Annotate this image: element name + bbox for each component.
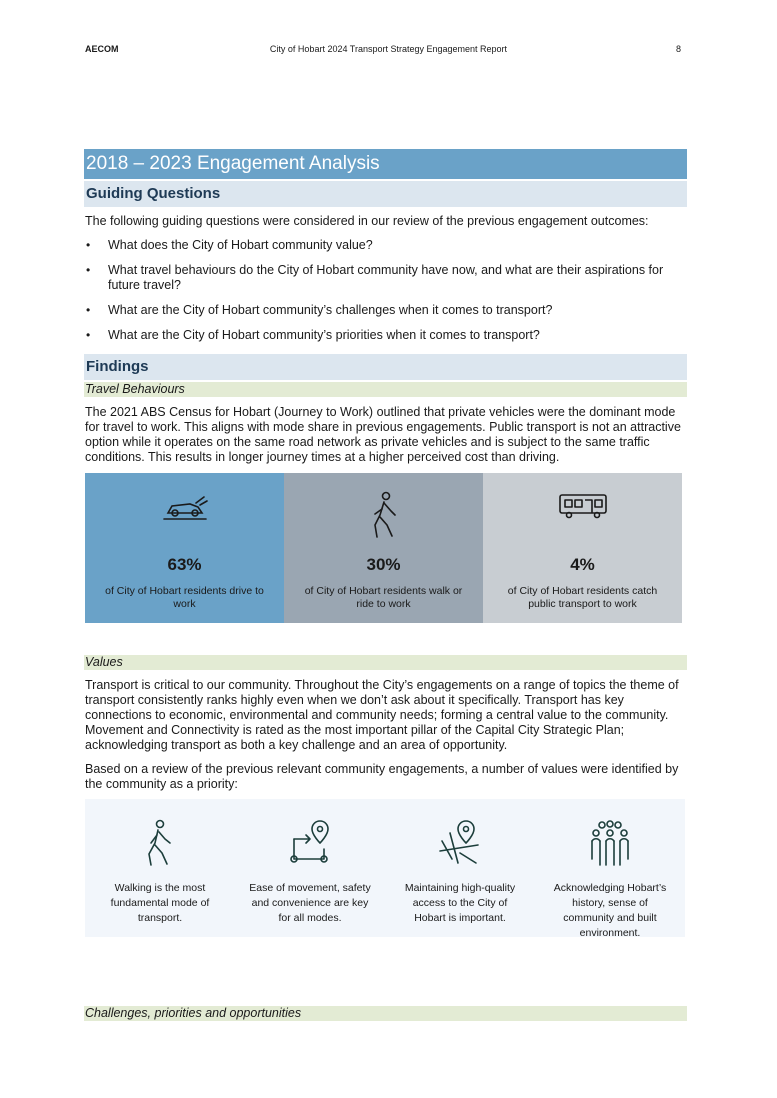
value-description: Ease of movement, safety and convenience are key for all modes. <box>249 882 371 924</box>
list-item: • What are the City of Hobart community’s challenges when it comes to transport? <box>85 303 685 318</box>
values-panel <box>85 799 685 937</box>
stat-public-transport <box>483 473 682 623</box>
stat-value: 63% <box>167 555 202 574</box>
walking-person-icon <box>367 491 401 539</box>
values-paragraph-2: Based on a review of the previous relevant community engagements, a number of values were identified by the community as a priority: <box>85 762 679 791</box>
value-item-access <box>385 799 535 937</box>
travel-behaviours-label: Travel Behaviours <box>84 382 687 397</box>
list-item: • What are the City of Hobart community’s priorities when it comes to transport? <box>85 328 685 343</box>
value-item-history <box>535 799 685 937</box>
page-number: 8 <box>676 44 682 54</box>
section-title: 2018 – 2023 Engagement Analysis <box>84 149 687 179</box>
value-description: Acknowledging Hobart’s history, sense of community and built environment. <box>553 882 667 939</box>
values-label: Values <box>84 655 687 670</box>
value-item-movement <box>235 799 385 937</box>
car-icon <box>160 491 210 523</box>
guiding-questions-list <box>85 238 685 353</box>
stat-description: of City of Hobart residents catch public transport to work <box>507 585 658 610</box>
header-title: City of Hobart 2024 Transport Strategy Engagement Report <box>269 44 508 54</box>
stat-description: of City of Hobart residents drive to work <box>105 585 264 610</box>
walking-icon <box>143 819 177 867</box>
list-item: • What travel behaviours do the City of Hobart community have now, and what are their aspirations for future travel? <box>85 263 685 293</box>
stat-value: 30% <box>366 555 401 574</box>
values-paragraph-1: Transport is critical to our community. Throughout the City’s engagements on a range of topics the theme of transport consistently ranks highly even when we don’t ask about it specifically. Transport has key connections to economic, environmental and community needs; forming a central value to the community. Movement and Connectivity is rated as the most important pillar of the Capital City Strategic Plan; acknowledging transport as both a key challenge and an area of opportunity. <box>85 678 679 752</box>
value-item-walking <box>85 799 235 937</box>
bus-icon <box>558 491 608 521</box>
stat-description: of City of Hobart residents walk or ride to work <box>304 585 463 610</box>
stat-walk <box>284 473 483 623</box>
community-icon <box>588 819 632 867</box>
travel-behaviours-text: The 2021 ABS Census for Hobart (Journey to Work) outlined that private vehicles were the dominant mode for travel to work. This aligns with mode share in previous engagements. Public transport is not an attractive option while it operates on the same road network as private vehicles and is subject to the same traffic conditions. This results in longer journey times at a higher perceived cost than driving. <box>85 405 681 464</box>
findings-heading: Findings <box>84 354 687 380</box>
stat-drive <box>85 473 284 623</box>
challenges-label: Challenges, priorities and opportunities <box>84 1006 687 1021</box>
value-description: Walking is the most fundamental mode of transport. <box>110 882 210 924</box>
list-item: • What does the City of Hobart community value? <box>85 238 685 253</box>
guiding-intro: The following guiding questions were considered in our review of the previous engagement outcomes: <box>85 214 649 228</box>
guiding-questions-heading: Guiding Questions <box>84 181 687 207</box>
value-description: Maintaining high-quality access to the City of Hobart is important. <box>404 882 516 924</box>
map-location-icon <box>438 819 482 867</box>
stat-value: 4% <box>570 555 595 574</box>
header-company: AECOM <box>85 44 119 54</box>
route-icon <box>288 819 332 867</box>
mode-share-stats <box>85 473 682 623</box>
